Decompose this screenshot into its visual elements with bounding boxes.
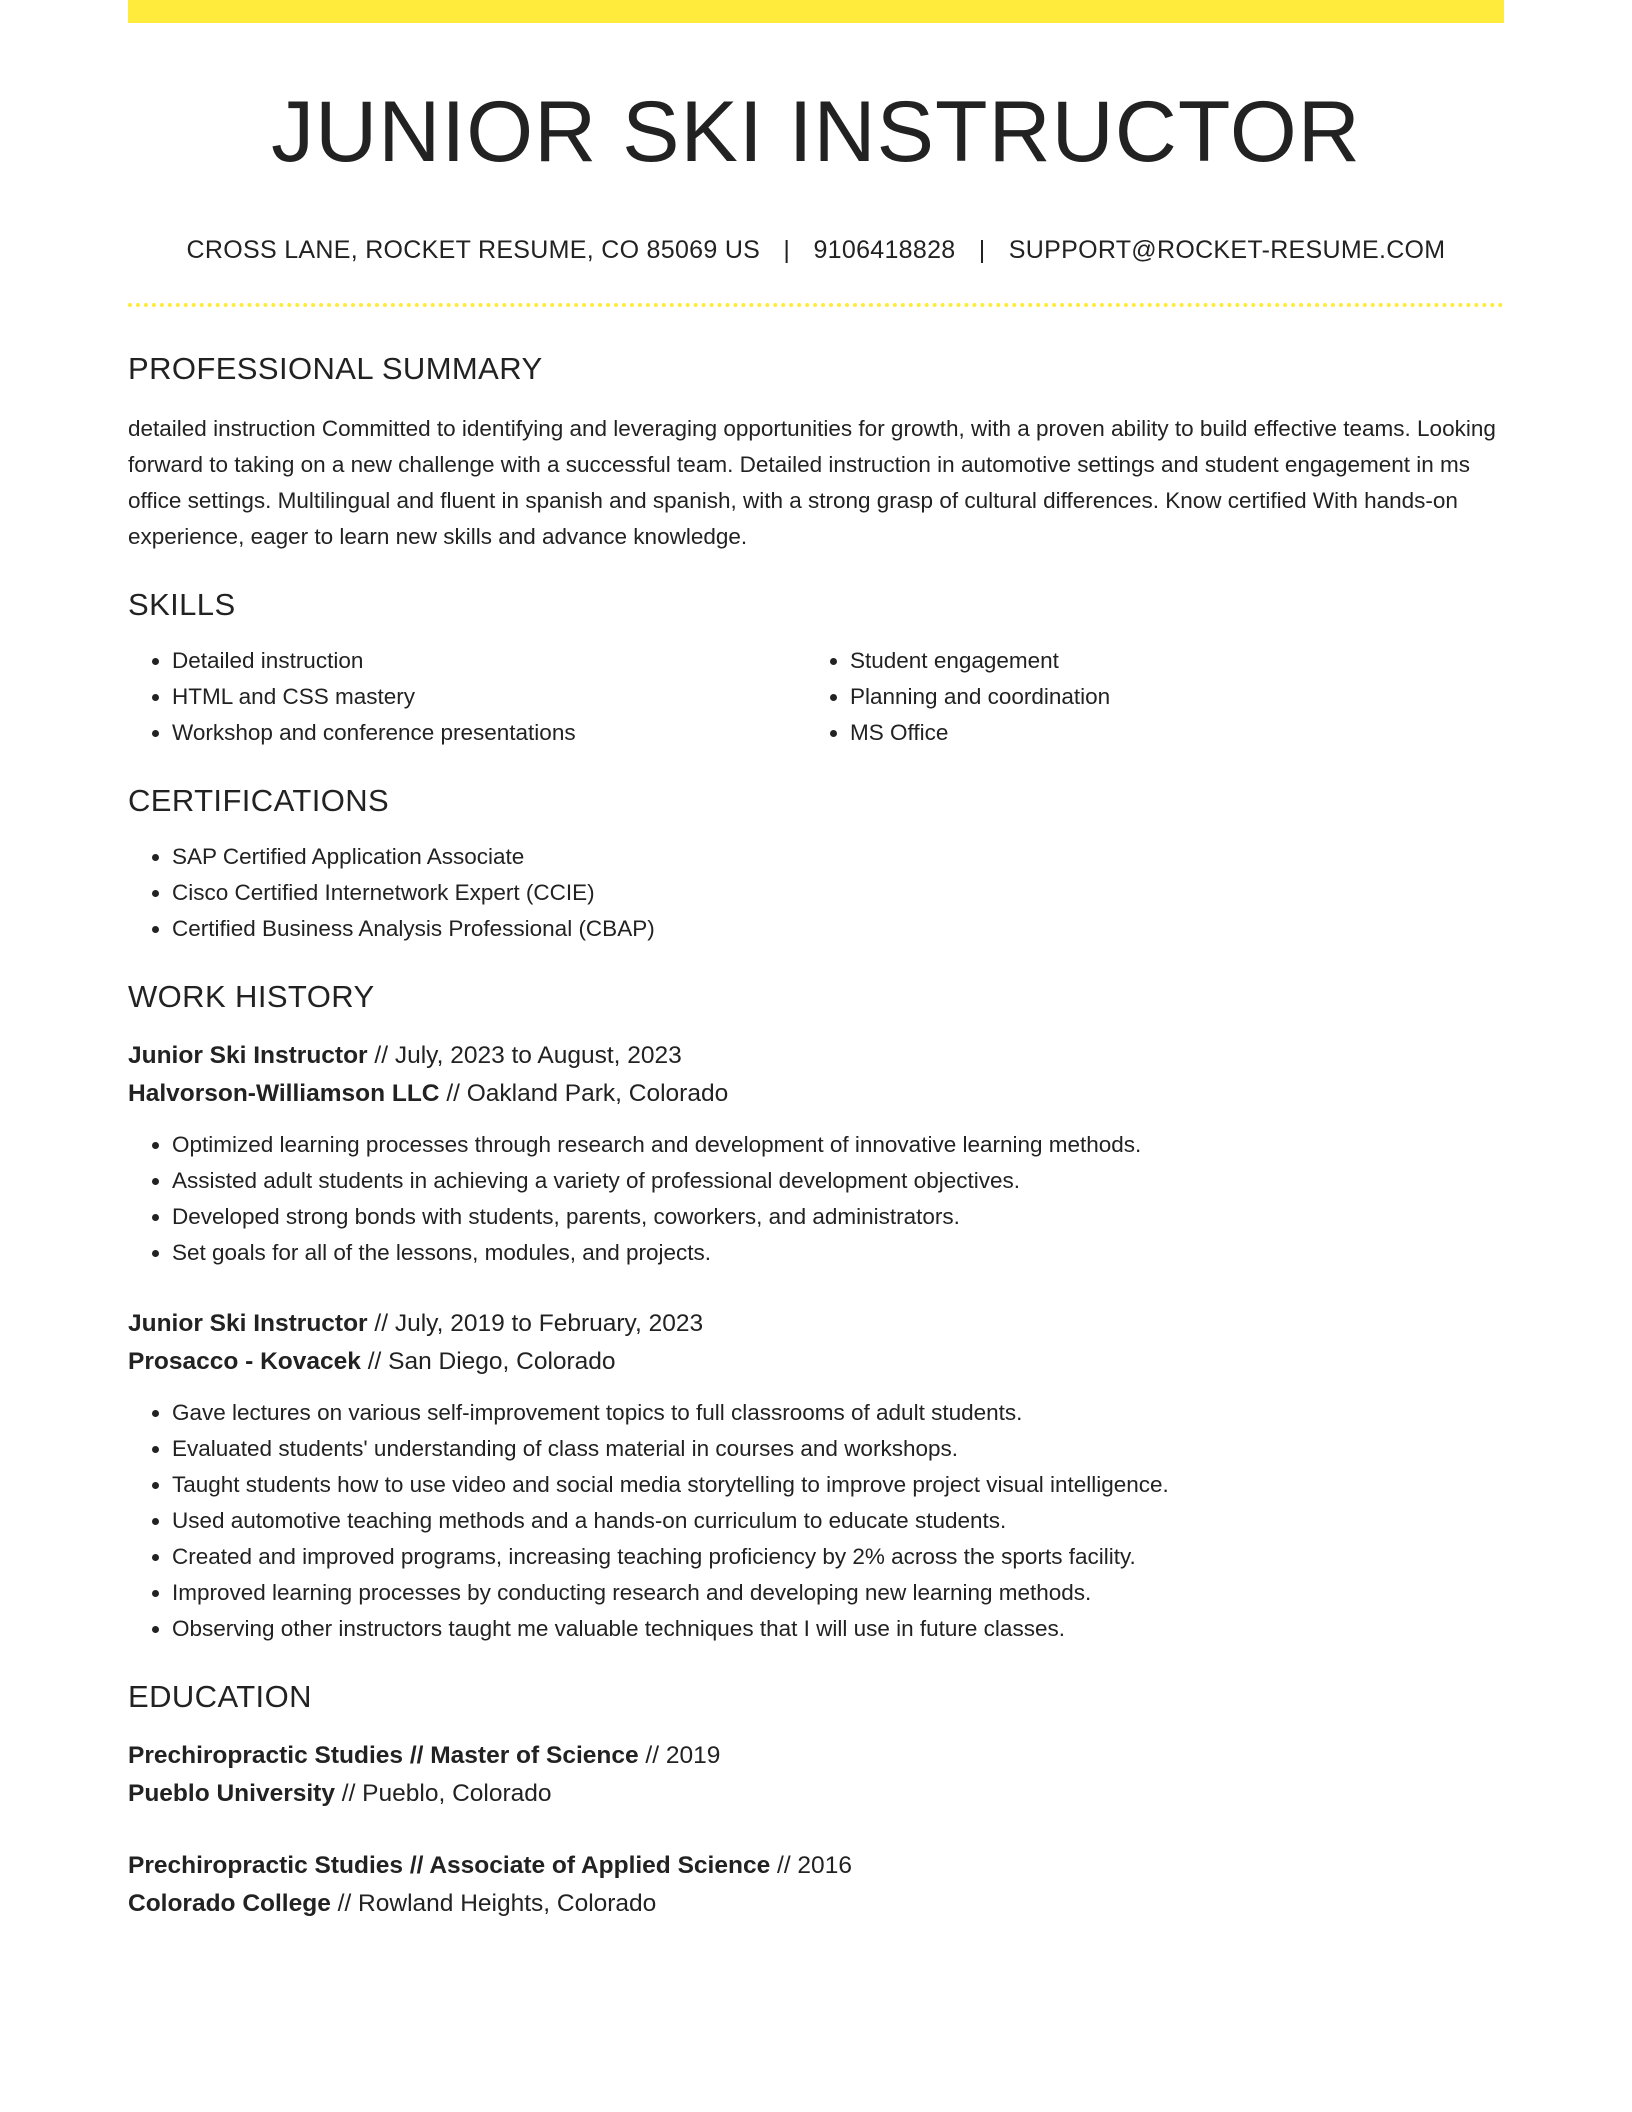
- certification-item: • Cisco Certified Internetwork Expert (CCIE): [172, 875, 1504, 911]
- resume-title: JUNIOR SKI INSTRUCTOR: [271, 84, 1361, 180]
- job-company-line: [128, 1075, 1504, 1113]
- school: Pueblo University: [128, 1779, 335, 1807]
- degree-line: [128, 1847, 1504, 1885]
- certifications-list: [128, 839, 1504, 947]
- summary-text: detailed instruction Committed to identifying and leveraging opportunities for growth, with a proven ability to build effective teams. Looking forward to taking on a new challenge with a successful team. Detailed instruction in automotive settings and student engagement in ms office settings. Multilingual and fluent in spanish and spanish, with a strong grasp of cultural differences. Know certified With hands-on experience, eager to learn new skills and advance knowledge.: [128, 415, 1496, 549]
- job-bullet: • Evaluated students' understanding of class material in courses and workshops.: [172, 1431, 1504, 1467]
- skills-list-left: [128, 643, 806, 751]
- skill-item: • MS Office: [850, 715, 1484, 751]
- degree: Prechiropractic Studies // Master of Science: [128, 1741, 639, 1769]
- job-role: Junior Ski Instructor: [128, 1041, 368, 1069]
- job-role: Junior Ski Instructor: [128, 1309, 368, 1337]
- job-location: // San Diego, Colorado: [367, 1347, 616, 1375]
- skill-item: • Student engagement: [850, 643, 1484, 679]
- job-dates: // July, 2019 to February, 2023: [374, 1309, 704, 1337]
- dotted-divider: [128, 303, 1504, 307]
- email: SUPPORT@ROCKET-RESUME.COM: [1008, 235, 1446, 264]
- job-company-line: [128, 1343, 1504, 1381]
- school-line: [128, 1885, 1504, 1923]
- job-company: Halvorson-Williamson LLC: [128, 1079, 440, 1107]
- skill-item: • HTML and CSS mastery: [172, 679, 806, 715]
- top-accent-bar: [128, 0, 1504, 23]
- job-title-line: [128, 1037, 1504, 1075]
- job-location: // Oakland Park, Colorado: [446, 1079, 729, 1107]
- skills-grid: [128, 643, 1504, 751]
- skills-heading: SKILLS: [128, 586, 236, 622]
- job-entry: [128, 1305, 1504, 1647]
- school-location: // Rowland Heights, Colorado: [337, 1889, 657, 1917]
- skill-item: • Workshop and conference presentations: [172, 715, 806, 751]
- job-bullets: [128, 1395, 1504, 1647]
- job-bullet: • Optimized learning processes through research and development of innovative learning methods.: [172, 1127, 1504, 1163]
- phone: 9106418828: [813, 235, 956, 264]
- graduation-year: // 2019: [645, 1741, 721, 1769]
- school-location: // Pueblo, Colorado: [341, 1779, 552, 1807]
- address: CROSS LANE, ROCKET RESUME, CO 85069 US: [186, 235, 761, 264]
- skill-item: • Planning and coordination: [850, 679, 1484, 715]
- contact-line: [128, 236, 1504, 265]
- summary-heading: PROFESSIONAL SUMMARY: [128, 350, 543, 386]
- school: Colorado College: [128, 1889, 331, 1917]
- job-bullet: • Improved learning processes by conducting research and developing new learning methods.: [172, 1575, 1504, 1611]
- job-entry: [128, 1037, 1504, 1271]
- certifications-heading: CERTIFICATIONS: [128, 782, 390, 818]
- degree-line: [128, 1737, 1504, 1775]
- job-bullets: [128, 1127, 1504, 1271]
- job-bullet: • Observing other instructors taught me valuable techniques that I will use in future classes.: [172, 1611, 1504, 1647]
- job-bullet: • Taught students how to use video and social media storytelling to improve project visual intelligence.: [172, 1467, 1504, 1503]
- education-entry: [128, 1737, 1504, 1813]
- job-title-line: [128, 1305, 1504, 1343]
- job-company: Prosacco - Kovacek: [128, 1347, 361, 1375]
- skill-item: • Detailed instruction: [172, 643, 806, 679]
- certification-item: • Certified Business Analysis Professional (CBAP): [172, 911, 1504, 947]
- job-bullet: • Assisted adult students in achieving a variety of professional development objectives.: [172, 1163, 1504, 1199]
- job-bullet: • Used automotive teaching methods and a hands-on curriculum to educate students.: [172, 1503, 1504, 1539]
- job-bullet: • Created and improved programs, increasing teaching proficiency by 2% across the sports facility.: [172, 1539, 1504, 1575]
- degree: Prechiropractic Studies // Associate of Applied Science: [128, 1851, 771, 1879]
- contact-separator: |: [978, 235, 986, 264]
- job-dates: // July, 2023 to August, 2023: [374, 1041, 682, 1069]
- education-heading: EDUCATION: [128, 1678, 312, 1714]
- contact-separator: |: [783, 235, 791, 264]
- job-bullet: • Gave lectures on various self-improvement topics to full classrooms of adult students.: [172, 1395, 1504, 1431]
- job-bullet: • Set goals for all of the lessons, modules, and projects.: [172, 1235, 1504, 1271]
- job-bullet: • Developed strong bonds with students, parents, coworkers, and administrators.: [172, 1199, 1504, 1235]
- school-line: [128, 1775, 1504, 1813]
- resume-page: [128, 0, 1504, 1923]
- education-entry: [128, 1847, 1504, 1923]
- certification-item: • SAP Certified Application Associate: [172, 839, 1504, 875]
- work-history-heading: WORK HISTORY: [128, 978, 375, 1014]
- graduation-year: // 2016: [777, 1851, 852, 1879]
- skills-list-right: [806, 643, 1484, 751]
